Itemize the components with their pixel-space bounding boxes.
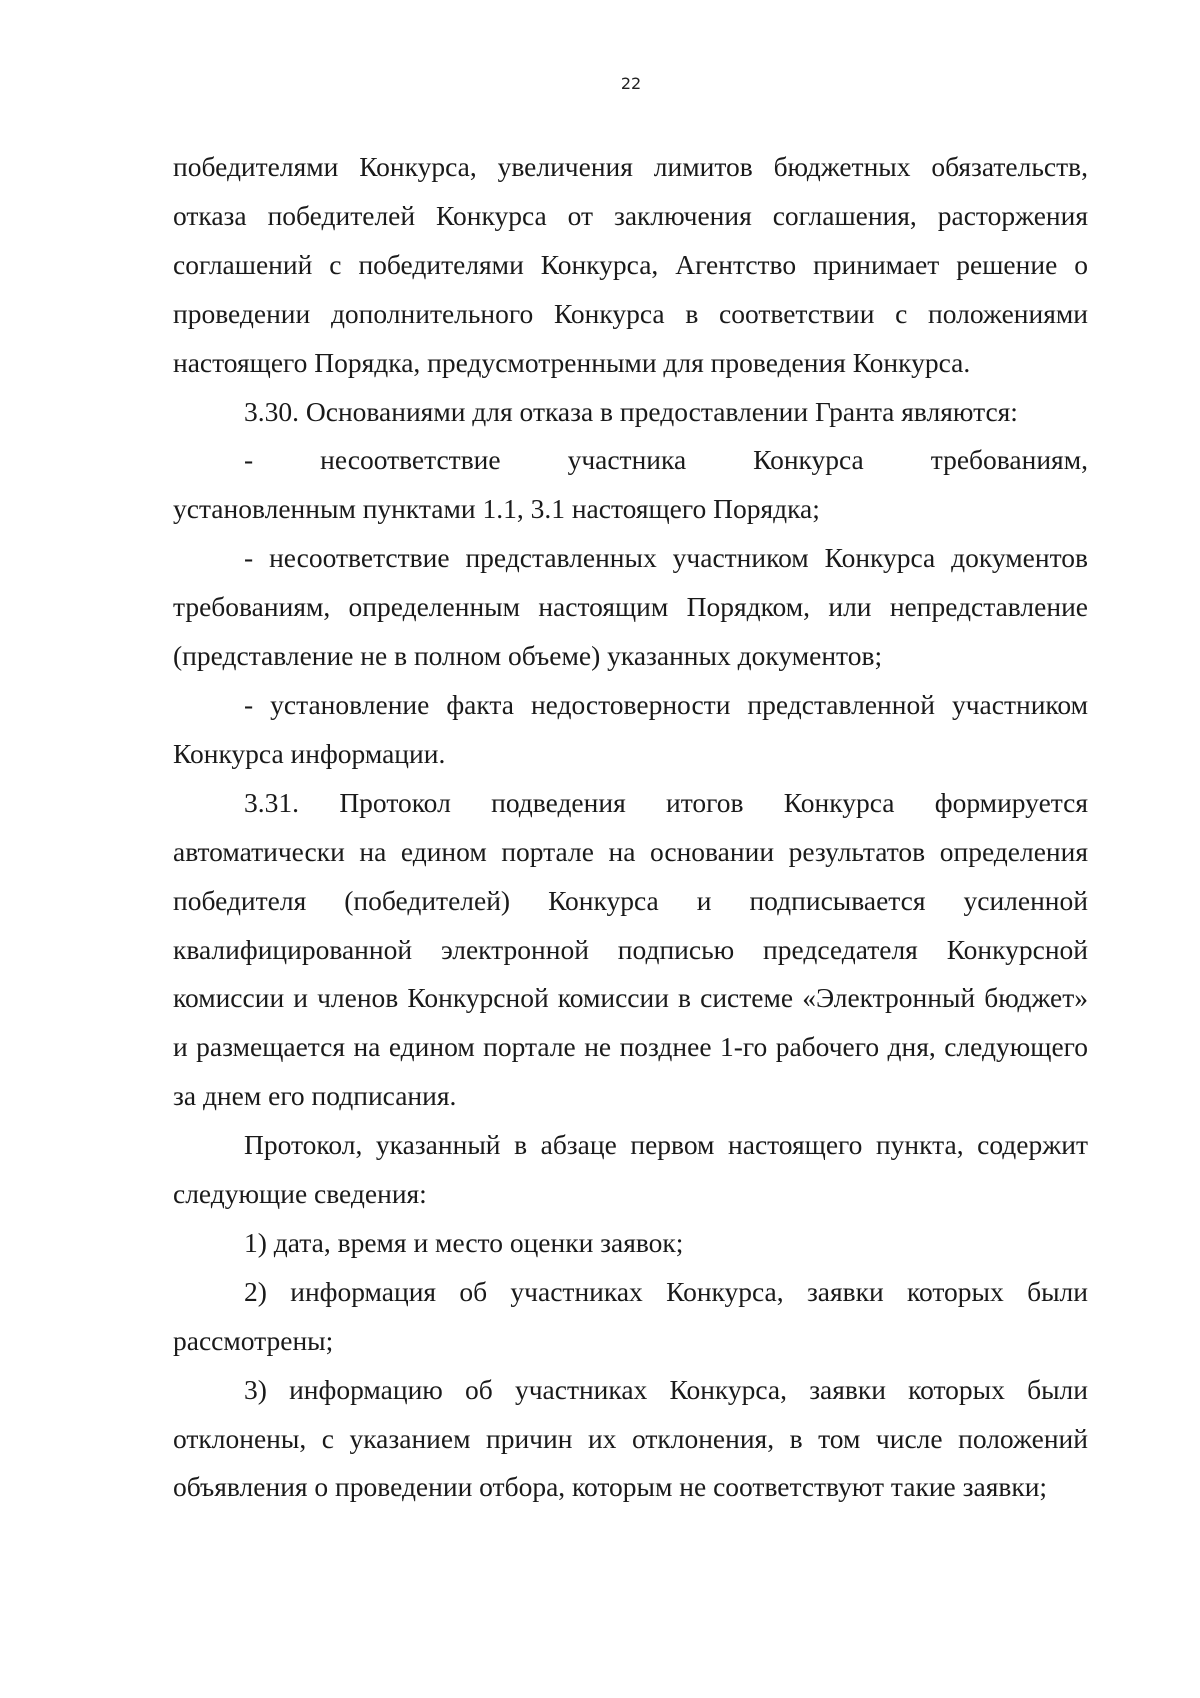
list-word: несоответствие (320, 444, 501, 476)
list-item-1: 1) дата, время и место оценки заявок; (244, 1226, 684, 1258)
list-word: требованиям, (930, 444, 1088, 476)
page-number: 22 (620, 74, 642, 93)
list-word: участника (567, 444, 687, 476)
list-word: Конкурса (753, 444, 864, 476)
document-body (173, 143, 1088, 1512)
list-item-noncompliance-line1 (173, 436, 1088, 485)
list-item-3: 3) информацию об участниках Конкурса, заявки которых были отклонены, с указанием причин их отклонения, в том числе положений объявления о проведении отбора, которым не соответствуют такие заявки; (173, 1373, 1088, 1503)
list-item-unreliable-info: - установление факта недостоверности представленной участником Конкурса информации. (173, 688, 1088, 769)
paragraph-3-31: 3.31. Протокол подведения итогов Конкурса формируется автоматически на едином портале на основании результатов определения победителя (победителей) Конкурса и подписывается усиленной квалифицированной электронной подписью председателя Конкурсной комиссии и членов Конкурсной комиссии в системе «Электронный бюджет» и размещается на едином портале не позднее 1-го рабочего дня, следующего за днем его подписания. (173, 786, 1088, 1112)
paragraph-protocol-contents: Протокол, указанный в абзаце первом настоящего пункта, содержит следующие сведения: (173, 1129, 1088, 1210)
paragraph-3-30: 3.30. Основаниями для отказа в предоставлении Гранта являются: (244, 395, 1018, 427)
list-item-documents: - несоответствие представленных участником Конкурса документов требованиям, определенным настоящим Порядком, или непредставление (представление не в полном объеме) указанных документов; (173, 542, 1088, 672)
paragraph-continuation: победителями Конкурса, увеличения лимитов бюджетных обязательств, отказа победителей Конкурса от заключения соглашения, расторжения соглашений с победителями Конкурса, Агентство принимает решение о проведении дополнительного Конкурса в соответствии с положениями настоящего Порядка, предусмотренными для проведения Конкурса. (173, 151, 1088, 378)
list-item-noncompliance-line2: установленным пунктами 1.1, 3.1 настоящего Порядка; (173, 493, 820, 525)
list-item-2: 2) информация об участниках Конкурса, заявки которых были рассмотрены; (173, 1275, 1088, 1356)
list-dash: - (244, 444, 254, 476)
